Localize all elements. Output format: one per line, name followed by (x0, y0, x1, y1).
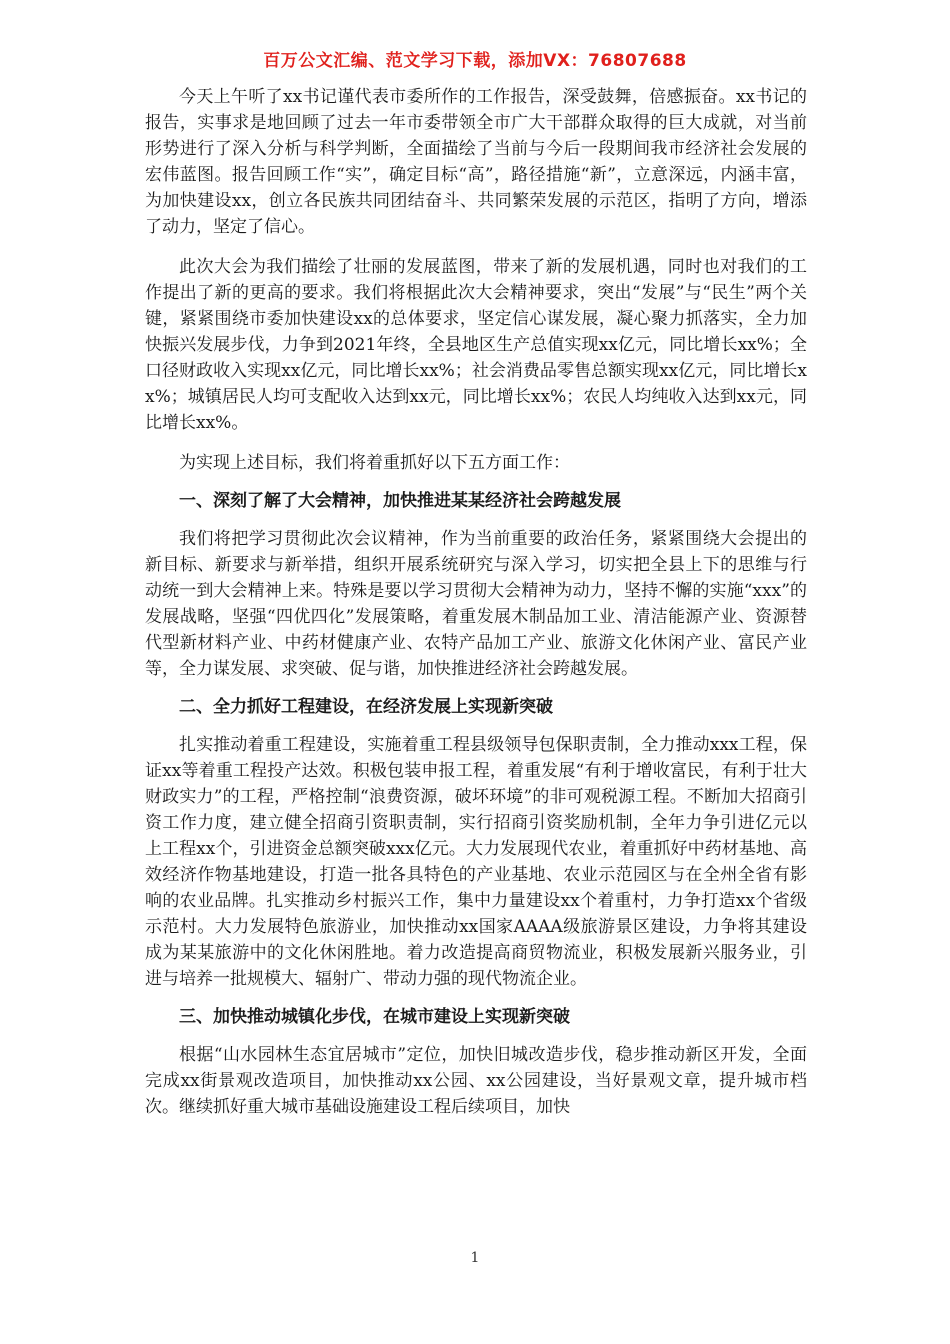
page-number: 1 (470, 1250, 480, 1266)
section-heading-1: 一、深刻了解了大会精神，加快推进某某经济社会跨越发展 (179, 491, 621, 511)
paragraph-transition: 为实现上述目标，我们将着重抓好以下五方面工作： (179, 453, 570, 473)
section-heading-2: 二、全力抓好工程建设，在经济发展上实现新突破 (179, 697, 553, 717)
watermark-banner: 百万公文汇编、范文学习下载，添加VX：76807688 (263, 51, 687, 71)
paragraph-section-2: 扎实推动着重工程建设，实施着重工程县级领导包保职责制，全力推动xxx工程，保证xx等着重工程投产达效。积极包装申报工程，着重发展“有利于增收富民，有利于壮大财政实力”的工程，严格控制“浪费资源，破坏环境”的非可观税源工程。不断加大招商引资工作力度，建立健全招商引资职责制，实行招商引资奖励机制，全年力争引进亿元以上工程xx个，引进资金总额突破xxx亿元。大力发展现代农业，着重抓好中药材基地、高效经济作物基地建设，打造一批各具特色的产业基地、农业示范园区与在全州全省有影响的农业品牌。扎实推动乡村振兴工作，集中力量建设xx个着重村，力争打造xx个省级示范村。大力发展特色旅游业，加快推动xx国家AAAA级旅游景区建设，力争将其建设成为某某旅游中的文化休闲胜地。着力改造提高商贸物流业，积极发展新兴服务业，引进与培养一批规模大、辐射广、带动力强的现代物流企业。 (145, 735, 807, 989)
document-body (145, 84, 807, 1120)
paragraph-goals: 此次大会为我们描绘了壮丽的发展蓝图，带来了新的发展机遇，同时也对我们的工作提出了新的更高的要求。我们将根据此次大会精神要求，突出“发展”与“民生”两个关键，紧紧围绕市委加快建设xx的总体要求，坚定信心谋发展，凝心聚力抓落实，全力加快振兴发展步伐，力争到2021年终，全县地区生产总值实现xx亿元，同比增长xx%；全口径财政收入实现xx亿元，同比增长xx%；社会消费品零售总额实现xx亿元，同比增长xx%；城镇居民人均可支配收入达到xx元，同比增长xx%；农民人均纯收入达到xx元，同比增长xx%。 (145, 257, 807, 433)
paragraph-section-3: 根据“山水园林生态宜居城市”定位，加快旧城改造步伐，稳步推动新区开发，全面完成xx街景观改造项目，加快推动xx公园、xx公园建设，当好景观文章，提升城市档次。继续抓好重大城市基础设施建设工程后续项目，加快 (145, 1045, 807, 1117)
paragraph-section-1: 我们将把学习贯彻此次会议精神，作为当前重要的政治任务，紧紧围绕大会提出的新目标、新要求与新举措，组织开展系统研究与深入学习，切实把全县上下的思维与行动统一到大会精神上来。特殊是要以学习贯彻大会精神为动力，坚持不懈的实施“xxx”的发展战略，坚强“四优四化”发展策略，着重发展木制品加工业、清洁能源产业、资源替代型新材料产业、中药材健康产业、农特产品加工产业、旅游文化休闲产业、富民产业等，全力谋发展、求突破、促与谐，加快推进经济社会跨越发展。 (145, 529, 807, 679)
section-heading-3: 三、加快推动城镇化步伐，在城市建设上实现新突破 (179, 1007, 570, 1027)
paragraph-intro: 今天上午听了xx书记谨代表市委所作的工作报告，深受鼓舞，倍感振奋。xx书记的报告，实事求是地回顾了过去一年市委带领全市广大干部群众取得的巨大成就，对当前形势进行了深入分析与科学判断，全面描绘了当前与今后一段期间我市经济社会发展的宏伟蓝图。报告回顾工作“实”，确定目标“高”，路径措施“新”，立意深远，内涵丰富，为加快建设xx，创立各民族共同团结奋斗、共同繁荣发展的示范区，指明了方向，增添了动力，坚定了信心。 (145, 87, 807, 237)
